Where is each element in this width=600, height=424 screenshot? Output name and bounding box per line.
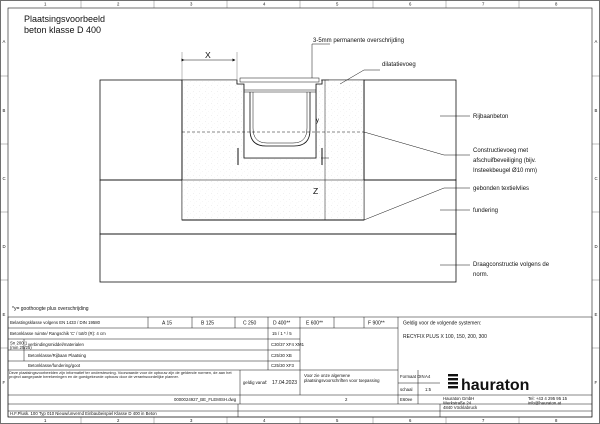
col-label: 2 bbox=[117, 418, 120, 423]
format-value: A4 bbox=[425, 374, 431, 379]
col-label: 7 bbox=[482, 418, 485, 423]
col-label: 7 bbox=[482, 1, 485, 7]
row3-left-1: Sn 200 1 bbox=[10, 340, 28, 346]
company-3: 4840 Vöcklabruck bbox=[443, 405, 478, 410]
logo-wordmark: hauraton bbox=[461, 377, 530, 394]
company-1: Hauraton GmbH bbox=[443, 396, 475, 401]
row-label: E bbox=[594, 312, 598, 317]
class-f900: F 900** bbox=[368, 320, 385, 327]
col-label: 1 bbox=[44, 1, 47, 7]
row-label: D bbox=[2, 244, 6, 249]
draagconstructie-layer bbox=[100, 234, 456, 282]
callout-constructievoeg-2: afschuifbeveiliging (bijv. bbox=[473, 158, 536, 164]
col-label: 1 bbox=[44, 418, 47, 423]
scale-value: 1:5 bbox=[425, 387, 431, 392]
company-2: Werkstraße 24 bbox=[443, 400, 472, 406]
valid-from-date: 17.04.2023 bbox=[272, 380, 298, 386]
col-label: 5 bbox=[336, 1, 339, 7]
disclaimer-box bbox=[9, 371, 239, 395]
product-code: E60ee bbox=[400, 397, 413, 402]
row4-d: C25/30 XB bbox=[271, 353, 292, 358]
col-label: 4 bbox=[263, 418, 266, 423]
class-a15: A 15 bbox=[162, 320, 173, 327]
class-b125: B 125 bbox=[201, 320, 215, 327]
drawing-title-line1: Plaatsingsvoorbeeld bbox=[24, 14, 106, 24]
col-label: 5 bbox=[336, 418, 339, 423]
col-label: 2 bbox=[117, 1, 120, 7]
row4-mid: Betonklasse/Rijbaan Plaatsing bbox=[28, 353, 87, 358]
valid-from-label: geldig vanaf: bbox=[243, 380, 268, 385]
col-label: 3 bbox=[190, 1, 193, 7]
callout-draagconstructie-1: Draagconstructie volgens de bbox=[473, 262, 550, 268]
callout-textielvlies: gebonden textielvlies bbox=[473, 186, 530, 192]
see-also-2: plaatsingsvoorschriften voor toepassing bbox=[304, 378, 380, 383]
col-label: 6 bbox=[409, 418, 412, 423]
description: H.F.Plusk. 100 Typ 010 Nieuw/unvernd Einbaubeispiel Klasse D 400 in Beton bbox=[10, 411, 157, 416]
row-label: B bbox=[2, 108, 6, 113]
dim-x-label: X bbox=[205, 50, 211, 60]
logo-mark bbox=[448, 374, 458, 388]
row5-d: C25/30 XF3 bbox=[271, 363, 294, 368]
callout-fundering: fundering bbox=[473, 208, 499, 214]
row-label: B bbox=[594, 108, 598, 113]
row3-d: C30/37 XF4 XM1 bbox=[271, 342, 304, 347]
disclaimer: Deze plaatsingsvoorbeelden zijn informatief ter ondersteuning. Voorwaarde voor de opbouw zijn de geldende normen, de aan het project aangepaste berekeningen en de goedgekeurde opbouw door de verantwoordelijke planner. bbox=[9, 371, 232, 380]
callout-dilatatievoeg: dilatatievoeg bbox=[382, 62, 416, 68]
col-label: 6 bbox=[409, 1, 412, 7]
row-label: C bbox=[2, 176, 6, 181]
row-label: D bbox=[594, 244, 598, 249]
dim-y-label: y bbox=[316, 118, 319, 124]
rijbaanbeton-right bbox=[364, 80, 456, 180]
footnote: *y= goothoogte plus overschrijding bbox=[12, 306, 89, 312]
contact-1: Tel: +43 4 295 95 15 bbox=[528, 396, 568, 401]
callout-constructievoeg-3: Insteekbeugel Ø10 mm) bbox=[473, 168, 538, 174]
callout-draagconstructie-2: norm. bbox=[473, 272, 489, 278]
rijbaanbeton-left bbox=[100, 80, 182, 180]
row-label: F bbox=[2, 380, 6, 385]
col-label: 3 bbox=[190, 418, 193, 423]
system-list: RECYFIX PLUS X 100, 150, 200, 300 bbox=[403, 334, 487, 340]
callout-rijbaanbeton: Rijbaanbeton bbox=[473, 114, 509, 120]
see-also-1: Voor zie onze algemene bbox=[304, 373, 351, 378]
row-label: A bbox=[2, 39, 6, 44]
applies-label: Geldig voor de volgende systemen: bbox=[403, 320, 482, 327]
contact-2: info@hauraton.at bbox=[528, 400, 562, 406]
col-label: 8 bbox=[555, 418, 558, 423]
callout-constructievoeg-1: Constructievoeg met bbox=[473, 148, 529, 154]
row-label: A bbox=[594, 39, 598, 44]
norm-label: Belastingsklasse volgens EN 1433 / DIN 19580 bbox=[10, 320, 101, 325]
row-label: C bbox=[594, 176, 598, 181]
row-label: F bbox=[594, 380, 598, 385]
format-label: Formaat DIN bbox=[400, 374, 425, 379]
col-label: 8 bbox=[555, 1, 558, 7]
row-label: E bbox=[2, 312, 6, 317]
page-number: 2 bbox=[345, 397, 348, 402]
row3-left-2: (min 25/25) bbox=[10, 345, 32, 350]
row5-mid: Betonklasse/fundering/goot bbox=[28, 363, 81, 368]
drawing-title-line2: beton klasse D 400 bbox=[24, 25, 102, 35]
class-e600: E 600** bbox=[306, 320, 323, 327]
class-c250: C 250 bbox=[243, 320, 257, 327]
scale-label: schaal bbox=[400, 387, 413, 392]
file-name: 0000024927_BE_FLEMISH.dwg bbox=[174, 397, 237, 402]
callout-overschrijding: 3-5mm permanente overschrijding bbox=[313, 38, 405, 44]
row2-d: 15 / 1 * / 5 bbox=[272, 331, 292, 336]
hauraton-logo bbox=[448, 374, 529, 394]
row2-left: Betonklasse ruimte/ Rangschik 'C' / tot/0 (R): 4 cm bbox=[10, 331, 106, 336]
dim-z-label: Z bbox=[313, 186, 319, 196]
col-label: 4 bbox=[263, 1, 266, 7]
class-d400: D 400** bbox=[273, 320, 291, 327]
row3-mid: verbindingsmiddel/materialen bbox=[28, 342, 84, 347]
